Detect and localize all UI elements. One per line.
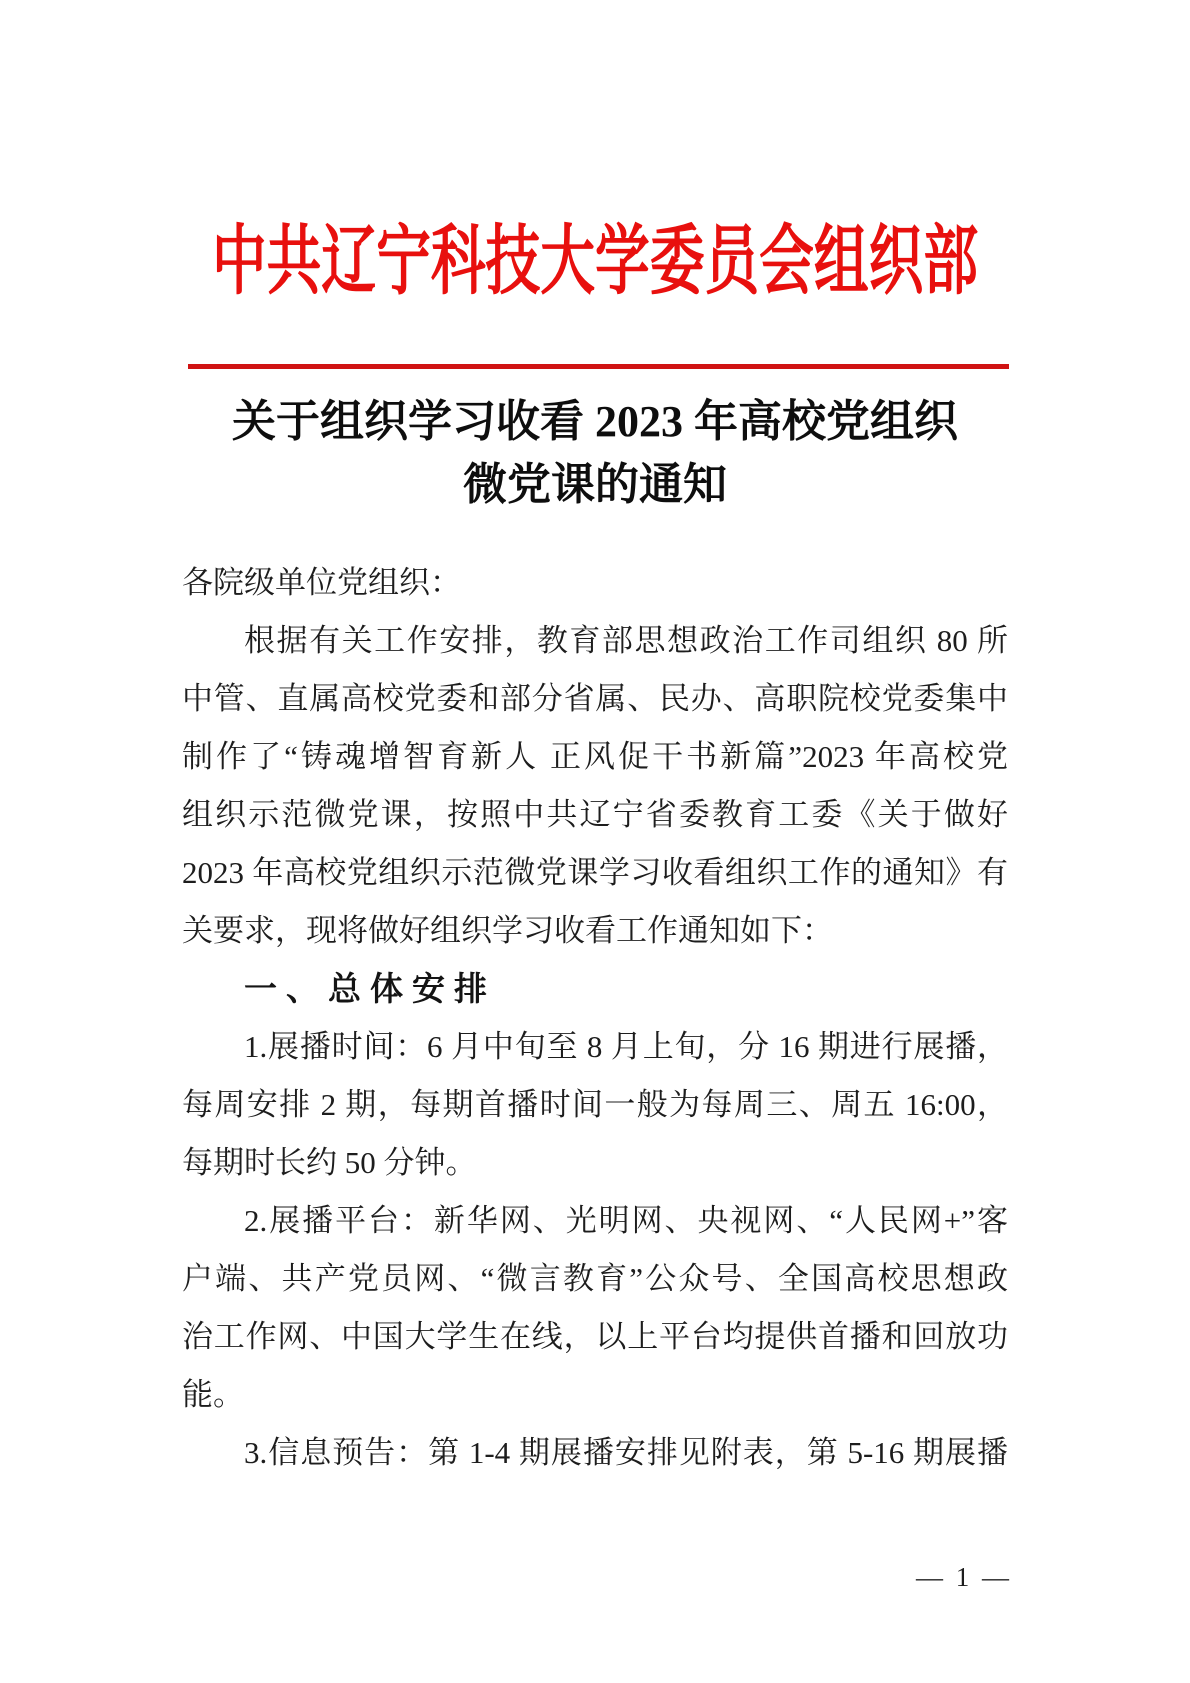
org-header-title bbox=[0, 210, 1190, 314]
body-line: 能。 bbox=[182, 1377, 244, 1412]
section-heading: 一、总体安排 bbox=[244, 970, 496, 1007]
header-divider-line bbox=[188, 364, 1009, 369]
body-line: 各院级单位党组织： bbox=[182, 565, 461, 600]
document-title-line2: 微党课的通知 bbox=[463, 460, 727, 509]
body-line: 关要求，现将做好组织学习收看工作通知如下： bbox=[182, 913, 833, 948]
body-line: 3.信息预告：第 1-4 期展播安排见附表，第 5-16 期展播 bbox=[244, 1435, 1008, 1470]
body-line: 2.展播平台：新华网、光明网、央视网、“人民网+”客 bbox=[244, 1203, 1008, 1238]
body-line: 组织示范微党课，按照中共辽宁省委教育工委《关于做好 bbox=[182, 797, 1008, 832]
org-header-title-text: 中共辽宁科技大学委员会组织部 bbox=[211, 220, 979, 304]
body-line: 每周安排 2 期，每期首播时间一般为每周三、周五 16:00， bbox=[182, 1087, 1008, 1122]
body-line: 户端、共产党员网、“微言教育”公众号、全国高校思想政 bbox=[182, 1261, 1008, 1296]
body-line: 制作了“铸魂增智育新人 正风促干书新篇”2023 年高校党 bbox=[182, 739, 1008, 774]
body-line: 治工作网、中国大学生在线，以上平台均提供首播和回放功 bbox=[182, 1319, 1008, 1354]
body-line: 根据有关工作安排，教育部思想政治工作司组织 80 所 bbox=[244, 623, 1008, 658]
body-line: 2023 年高校党组织示范微党课学习收看组织工作的通知》有 bbox=[182, 855, 1008, 890]
document-title bbox=[95, 390, 1095, 516]
body-line: 每期时长约 50 分钟。 bbox=[182, 1145, 477, 1180]
document-title-line1: 关于组织学习收看 2023 年高校党组织 bbox=[232, 397, 958, 446]
body-line: 1.展播时间：6 月中旬至 8 月上旬，分 16 期进行展播， bbox=[244, 1029, 1008, 1064]
page-number: — 1 — bbox=[916, 1562, 1012, 1592]
document-body bbox=[182, 554, 1008, 1482]
body-line: 中管、直属高校党委和部分省属、民办、高职院校党委集中 bbox=[182, 681, 1008, 716]
